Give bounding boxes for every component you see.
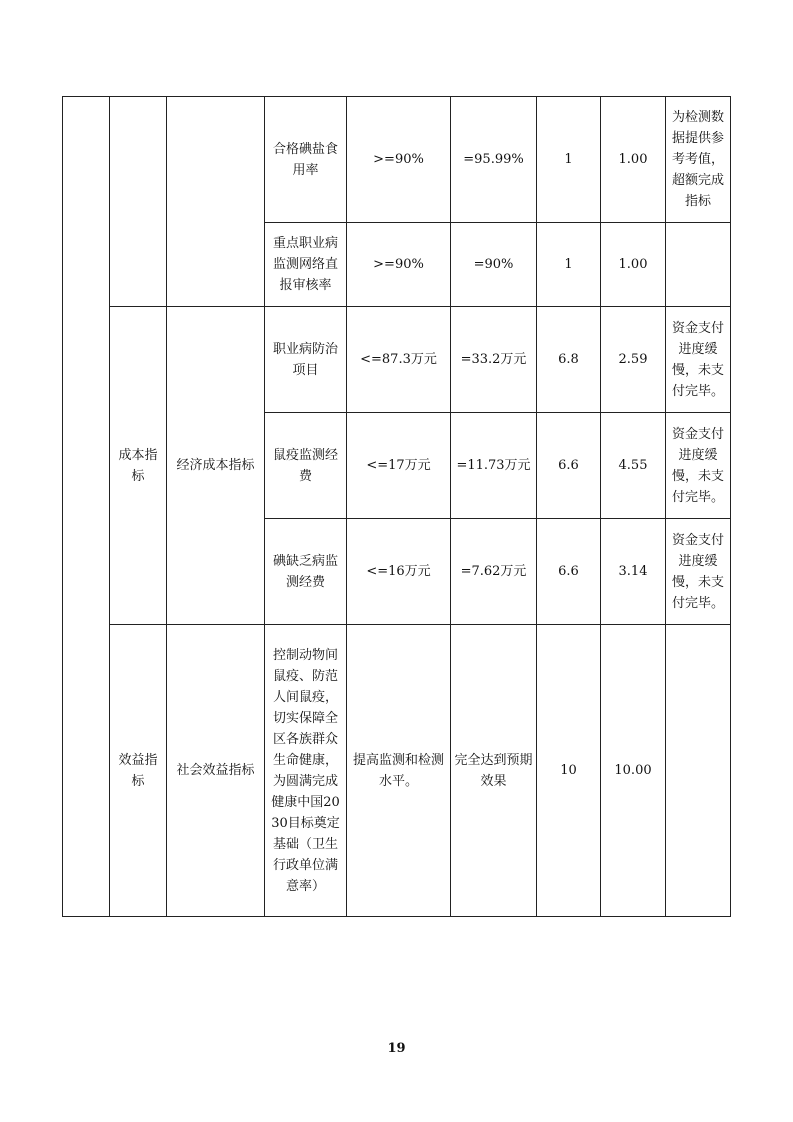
weight-cell: 6.8 [537,307,601,413]
score-cell: 10.00 [601,625,666,917]
score-cell: 4.55 [601,413,666,519]
cost-secondary-cell: 经济成本指标 [167,307,265,625]
indicator-cell: 职业病防治项目 [265,307,347,413]
target-cell: <=16万元 [347,519,451,625]
actual-cell: =7.62万元 [451,519,537,625]
actual-cell: =95.99% [451,97,537,223]
level2-cell-quality [110,97,167,307]
score-cell: 1.00 [601,97,666,223]
performance-table [62,96,731,917]
weight-cell: 10 [537,625,601,917]
actual-cell: 完全达到预期效果 [451,625,537,917]
score-cell: 1.00 [601,223,666,307]
note-cell: 资金支付进度缓慢，未支付完毕。 [666,519,731,625]
target-cell: >=90% [347,223,451,307]
target-cell: 提高监测和检测水平。 [347,625,451,917]
benefit-primary-cell: 效益指标 [110,625,167,917]
weight-cell: 1 [537,223,601,307]
target-cell: <=87.3万元 [347,307,451,413]
page-number: 19 [387,1041,406,1056]
target-cell: <=17万元 [347,413,451,519]
table-row [63,625,731,917]
table-row [63,307,731,413]
actual-cell: =33.2万元 [451,307,537,413]
weight-cell: 1 [537,97,601,223]
level3-cell-quality [167,97,265,307]
cost-primary-cell: 成本指标 [110,307,167,625]
weight-cell: 6.6 [537,519,601,625]
indicator-cell: 鼠疫监测经费 [265,413,347,519]
benefit-secondary-cell: 社会效益指标 [167,625,265,917]
note-cell [666,223,731,307]
indicator-cell: 合格碘盐食用率 [265,97,347,223]
indicator-cell: 碘缺乏病监测经费 [265,519,347,625]
note-cell [666,625,731,917]
table-row [63,97,731,223]
actual-cell: =90% [451,223,537,307]
note-cell: 资金支付进度缓慢，未支付完毕。 [666,307,731,413]
score-cell: 3.14 [601,519,666,625]
indicator-cell: 控制动物间鼠疫、防范人间鼠疫，切实保障全区各族群众生命健康，为圆满完成健康中国2030目标奠定基础（卫生行政单位满意率） [265,625,347,917]
note-cell: 资金支付进度缓慢，未支付完毕。 [666,413,731,519]
weight-cell: 6.6 [537,413,601,519]
note-cell: 为检测数据提供参考考值，超额完成指标 [666,97,731,223]
level1-cell [63,97,110,917]
indicator-cell: 重点职业病监测网络直报审核率 [265,223,347,307]
actual-cell: =11.73万元 [451,413,537,519]
target-cell: >=90% [347,97,451,223]
score-cell: 2.59 [601,307,666,413]
